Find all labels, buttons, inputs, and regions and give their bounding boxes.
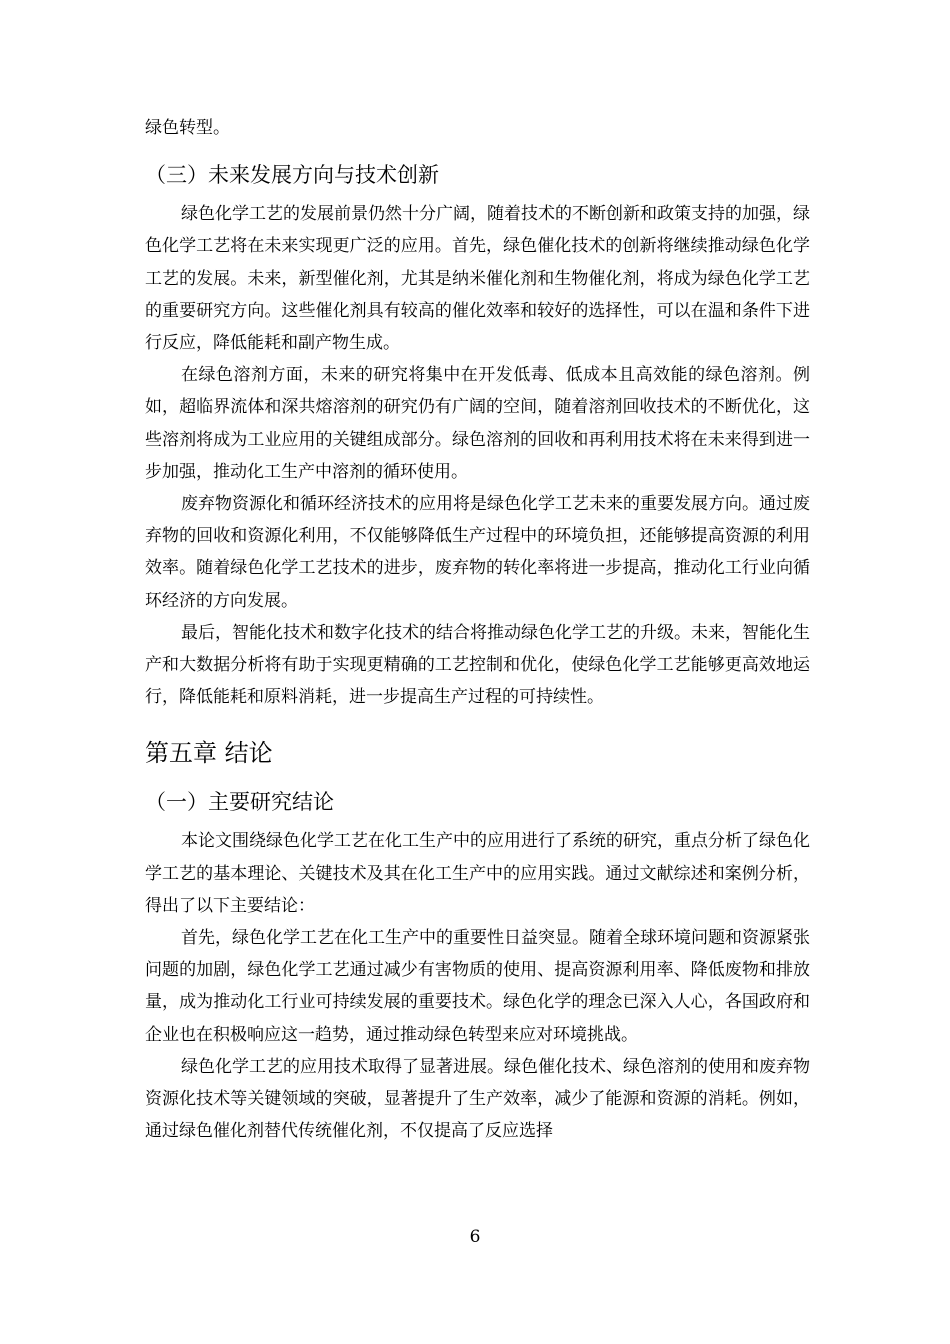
continuation-text: 绿色转型。 [145,118,230,138]
paragraph: 本论文围绕绿色化学工艺在化工生产中的应用进行了系统的研究，重点分析了绿色化学工艺的基本理论、关键技术及其在化工生产中的应用实践。通过文献综述和案例分析，得出了以下主要结论： [145,831,810,916]
paragraph: 首先，绿色化学工艺在化工生产中的重要性日益突显。随着全球环境问题和资源紧张问题的加剧，绿色化学工艺通过减少有害物质的使用、提高资源利用率、降低废物和排放量，成为推动化工行业可持续发展的重要技术。绿色化学的理念已深入人心，各国政府和企业也在积极响应这一趋势，通过推动绿色转型来应对环境挑战。 [145,928,810,1045]
paragraph: 最后，智能化技术和数字化技术的结合将推动绿色化学工艺的升级。未来，智能化生产和大数据分析将有助于实现更精确的工艺控制和优化，使绿色化学工艺能够更高效地运行，降低能耗和原料消耗，进一步提高生产过程的可持续性。 [145,622,810,708]
section-title-future-directions: （三）未来发展方向与技术创新 [145,163,439,188]
section-title-main-conclusions: （一）主要研究结论 [145,790,334,815]
paragraph: 废弃物资源化和循环经济技术的应用将是绿色化学工艺未来的重要发展方向。通过废弃物的回收和资源化利用，不仅能够降低生产过程中的环境负担，还能够提高资源的利用效率。随着绿色化学工艺技术的进步，废弃物的转化率将进一步提高，推动化工行业向循环经济的方向发展。 [145,494,810,611]
document-body [145,112,810,1147]
chapter-title-conclusion: 第五章 结论 [145,739,273,768]
paragraph: 绿色化学工艺的发展前景仍然十分广阔，随着技术的不断创新和政策支持的加强，绿色化学工艺将在未来实现更广泛的应用。首先，绿色催化技术的创新将继续推动绿色化学工艺的发展。未来，新型催化剂，尤其是纳米催化剂和生物催化剂，将成为绿色化学工艺的重要研究方向。这些催化剂具有较高的催化效率和较好的选择性，可以在温和条件下进行反应，降低能耗和副产物生成。 [145,204,810,354]
page-number: 6 [469,1227,481,1247]
paragraph: 在绿色溶剂方面，未来的研究将集中在开发低毒、低成本且高效能的绿色溶剂。例如，超临界流体和深共熔溶剂的研究仍有广阔的空间，随着溶剂回收技术的不断优化，这些溶剂将成为工业应用的关键组成部分。绿色溶剂的回收和再利用技术将在未来得到进一步加强，推动化工生产中溶剂的循环使用。 [145,365,810,482]
paragraph: 绿色化学工艺的应用技术取得了显著进展。绿色催化技术、绿色溶剂的使用和废弃物资源化技术等关键领域的突破，显著提升了生产效率，减少了能源和资源的消耗。例如，通过绿色催化剂替代传统催化剂，不仅提高了反应选择 [145,1056,810,1142]
